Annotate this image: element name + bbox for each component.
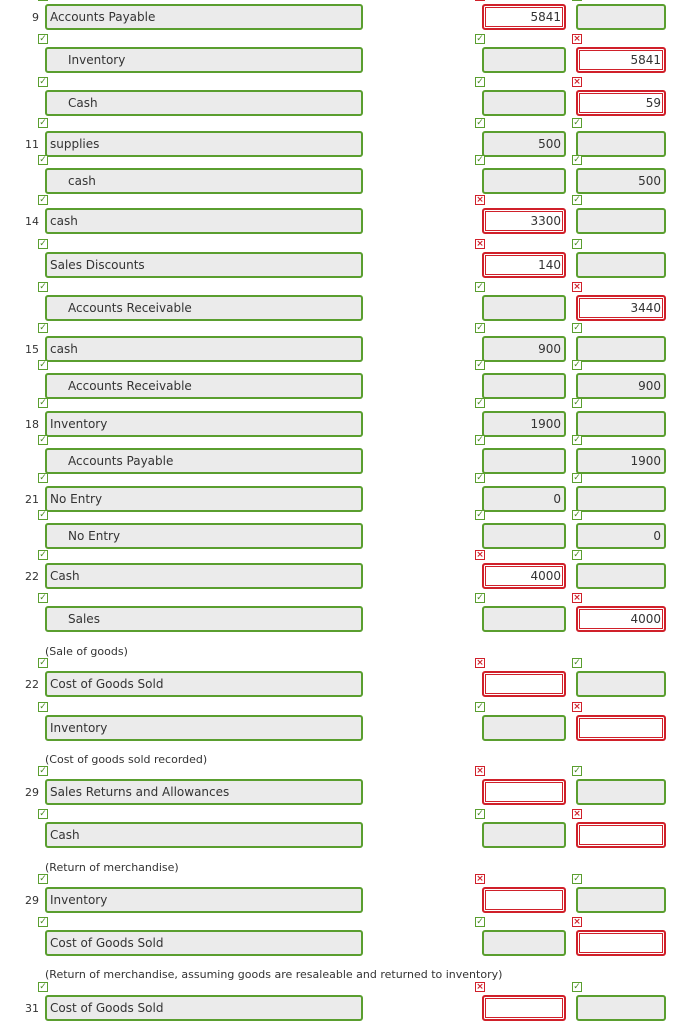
journal-row <box>0 0 675 34</box>
entry-date: 11 <box>25 138 39 151</box>
correct-check-icon: ✓ <box>39 874 47 884</box>
correct-check-icon: ✓ <box>476 360 484 370</box>
debit-input[interactable] <box>482 523 566 549</box>
incorrect-x-icon: × <box>573 593 581 603</box>
debit-input[interactable] <box>482 47 566 73</box>
journal-row <box>0 592 675 636</box>
correct-check-icon: ✓ <box>573 510 581 520</box>
correct-check-icon: ✓ <box>476 809 484 819</box>
debit-input[interactable] <box>482 887 566 913</box>
credit-input[interactable] <box>576 4 666 30</box>
correct-check-icon: ✓ <box>476 118 484 128</box>
correct-check-icon: ✓ <box>476 34 484 44</box>
account-select[interactable]: Accounts Receivable <box>45 373 363 399</box>
credit-input[interactable] <box>576 563 666 589</box>
correct-check-icon: ✓ <box>476 435 484 445</box>
journal-row <box>0 873 675 917</box>
correct-check-icon: ✓ <box>476 77 484 87</box>
correct-check-icon: ✓ <box>39 982 47 992</box>
incorrect-x-icon: × <box>476 195 484 205</box>
correct-check-icon: ✓ <box>39 398 47 408</box>
incorrect-x-icon: × <box>476 658 484 668</box>
correct-check-icon: ✓ <box>39 550 47 560</box>
credit-input[interactable] <box>576 208 666 234</box>
correct-check-icon: ✓ <box>573 323 581 333</box>
credit-input[interactable]: 4000 <box>576 606 666 632</box>
credit-input[interactable]: 5841 <box>576 47 666 73</box>
correct-check-icon: ✓ <box>39 809 47 819</box>
account-select[interactable]: Cost of Goods Sold <box>45 930 363 956</box>
correct-check-icon: ✓ <box>476 510 484 520</box>
journal-row <box>0 194 675 238</box>
correct-check-icon: ✓ <box>39 658 47 668</box>
correct-check-icon: ✓ <box>39 195 47 205</box>
incorrect-x-icon: × <box>573 809 581 819</box>
entry-date: 21 <box>25 493 39 506</box>
correct-check-icon: ✓ <box>476 473 484 483</box>
correct-check-icon: ✓ <box>573 766 581 776</box>
journal-row <box>0 981 675 1025</box>
incorrect-x-icon: × <box>573 34 581 44</box>
incorrect-x-icon: × <box>573 917 581 927</box>
correct-check-icon: ✓ <box>476 917 484 927</box>
incorrect-x-icon: × <box>476 239 484 249</box>
journal-row <box>0 549 675 593</box>
account-select[interactable]: Accounts Receivable <box>45 295 363 321</box>
debit-input[interactable] <box>482 373 566 399</box>
account-select[interactable]: Sales <box>45 606 363 632</box>
correct-check-icon: ✓ <box>476 282 484 292</box>
correct-check-icon: ✓ <box>573 155 581 165</box>
entry-date: 15 <box>25 343 39 356</box>
account-select[interactable]: Sales Discounts <box>45 252 363 278</box>
account-select[interactable]: cash <box>45 168 363 194</box>
debit-input[interactable]: 500 <box>482 131 566 157</box>
correct-check-icon: ✓ <box>573 239 581 249</box>
correct-check-icon: ✓ <box>39 155 47 165</box>
account-select[interactable]: Cost of Goods Sold <box>45 995 363 1021</box>
account-select[interactable]: Cash <box>45 90 363 116</box>
correct-check-icon: ✓ <box>39 77 47 87</box>
debit-input[interactable]: 3300 <box>482 208 566 234</box>
account-select[interactable]: Sales Returns and Allowances <box>45 779 363 805</box>
correct-check-icon: ✓ <box>573 398 581 408</box>
journal-row <box>0 76 675 120</box>
entry-date: 29 <box>25 786 39 799</box>
journal-row <box>0 154 675 198</box>
debit-input[interactable] <box>482 779 566 805</box>
journal-row <box>0 238 675 282</box>
journal-row <box>0 281 675 325</box>
credit-input[interactable] <box>576 887 666 913</box>
debit-input[interactable] <box>482 295 566 321</box>
account-select[interactable]: Accounts Payable <box>45 4 363 30</box>
incorrect-x-icon: × <box>476 766 484 776</box>
correct-check-icon: ✓ <box>39 473 47 483</box>
credit-input[interactable]: 500 <box>576 168 666 194</box>
credit-input[interactable]: 59 <box>576 90 666 116</box>
debit-input[interactable] <box>482 822 566 848</box>
credit-input[interactable] <box>576 822 666 848</box>
debit-input[interactable] <box>482 90 566 116</box>
correct-check-icon <box>38 0 48 1</box>
account-select[interactable]: cash <box>45 336 363 362</box>
correct-check-icon: ✓ <box>573 874 581 884</box>
correct-check-icon: ✓ <box>39 917 47 927</box>
debit-input[interactable]: 1900 <box>482 411 566 437</box>
account-select[interactable]: Cash <box>45 563 363 589</box>
incorrect-x-icon: × <box>573 702 581 712</box>
correct-check-icon: ✓ <box>573 435 581 445</box>
account-select[interactable]: supplies <box>45 131 363 157</box>
correct-check-icon: ✓ <box>476 323 484 333</box>
credit-input[interactable]: 0 <box>576 523 666 549</box>
entry-memo: (Return of merchandise) <box>45 861 179 874</box>
entry-date: 31 <box>25 1002 39 1015</box>
correct-check-icon: ✓ <box>39 34 47 44</box>
credit-input[interactable]: 3440 <box>576 295 666 321</box>
correct-check-icon: ✓ <box>573 473 581 483</box>
account-select[interactable]: Cost of Goods Sold <box>45 671 363 697</box>
debit-input[interactable]: 0 <box>482 486 566 512</box>
entry-date: 18 <box>25 418 39 431</box>
account-select[interactable]: No Entry <box>45 523 363 549</box>
account-select[interactable]: Inventory <box>45 411 363 437</box>
correct-check-icon: ✓ <box>39 323 47 333</box>
entry-date: 22 <box>25 570 39 583</box>
debit-input[interactable] <box>482 168 566 194</box>
credit-input[interactable] <box>576 252 666 278</box>
journal-row <box>0 765 675 809</box>
debit-input[interactable]: 140 <box>482 252 566 278</box>
debit-input[interactable] <box>482 671 566 697</box>
correct-check-icon: ✓ <box>573 550 581 560</box>
debit-input[interactable]: 4000 <box>482 563 566 589</box>
correct-check-icon: ✓ <box>573 982 581 992</box>
account-select[interactable]: No Entry <box>45 486 363 512</box>
entry-date: 29 <box>25 894 39 907</box>
incorrect-x-icon: × <box>476 982 484 992</box>
account-select[interactable]: Accounts Payable <box>45 448 363 474</box>
correct-check-icon: ✓ <box>573 658 581 668</box>
journal-row <box>0 701 675 745</box>
credit-input[interactable] <box>576 995 666 1021</box>
correct-check-icon: ✓ <box>573 195 581 205</box>
credit-input[interactable] <box>576 930 666 956</box>
credit-input[interactable] <box>576 715 666 741</box>
account-select[interactable]: Cash <box>45 822 363 848</box>
debit-input[interactable] <box>482 715 566 741</box>
journal-row <box>0 509 675 553</box>
debit-input[interactable] <box>482 930 566 956</box>
correct-check-icon: ✓ <box>39 239 47 249</box>
journal-row <box>0 916 675 960</box>
entry-date: 14 <box>25 215 39 228</box>
incorrect-x-icon: × <box>573 282 581 292</box>
entry-memo: (Sale of goods) <box>45 645 128 658</box>
journal-row <box>0 657 675 701</box>
account-select[interactable]: cash <box>45 208 363 234</box>
correct-check-icon: ✓ <box>39 702 47 712</box>
incorrect-x-icon <box>475 0 485 1</box>
journal-row <box>0 808 675 852</box>
credit-input[interactable] <box>576 671 666 697</box>
incorrect-x-icon: × <box>476 550 484 560</box>
correct-check-icon: ✓ <box>39 510 47 520</box>
debit-input[interactable] <box>482 448 566 474</box>
correct-check-icon: ✓ <box>39 435 47 445</box>
entry-memo: (Cost of goods sold recorded) <box>45 753 208 766</box>
incorrect-x-icon: × <box>573 77 581 87</box>
account-select[interactable]: Inventory <box>45 47 363 73</box>
debit-input[interactable]: 900 <box>482 336 566 362</box>
account-select[interactable]: Inventory <box>45 715 363 741</box>
correct-check-icon: ✓ <box>476 702 484 712</box>
credit-input[interactable]: 1900 <box>576 448 666 474</box>
correct-check-icon: ✓ <box>573 118 581 128</box>
debit-input[interactable] <box>482 606 566 632</box>
correct-check-icon: ✓ <box>39 282 47 292</box>
correct-check-icon <box>572 0 582 1</box>
debit-input[interactable] <box>482 995 566 1021</box>
correct-check-icon: ✓ <box>39 593 47 603</box>
entry-memo: (Return of merchandise, assuming goods are resaleable and returned to inventory) <box>45 968 503 981</box>
correct-check-icon: ✓ <box>476 593 484 603</box>
account-select[interactable]: Inventory <box>45 887 363 913</box>
debit-input[interactable]: 5841 <box>482 4 566 30</box>
correct-check-icon: ✓ <box>39 766 47 776</box>
entry-date: 22 <box>25 678 39 691</box>
journal-row <box>0 33 675 77</box>
correct-check-icon: ✓ <box>476 398 484 408</box>
correct-check-icon: ✓ <box>39 118 47 128</box>
correct-check-icon: ✓ <box>573 360 581 370</box>
credit-input[interactable] <box>576 779 666 805</box>
entry-date: 9 <box>32 11 39 24</box>
correct-check-icon: ✓ <box>39 360 47 370</box>
correct-check-icon: ✓ <box>476 155 484 165</box>
credit-input[interactable]: 900 <box>576 373 666 399</box>
incorrect-x-icon: × <box>476 874 484 884</box>
